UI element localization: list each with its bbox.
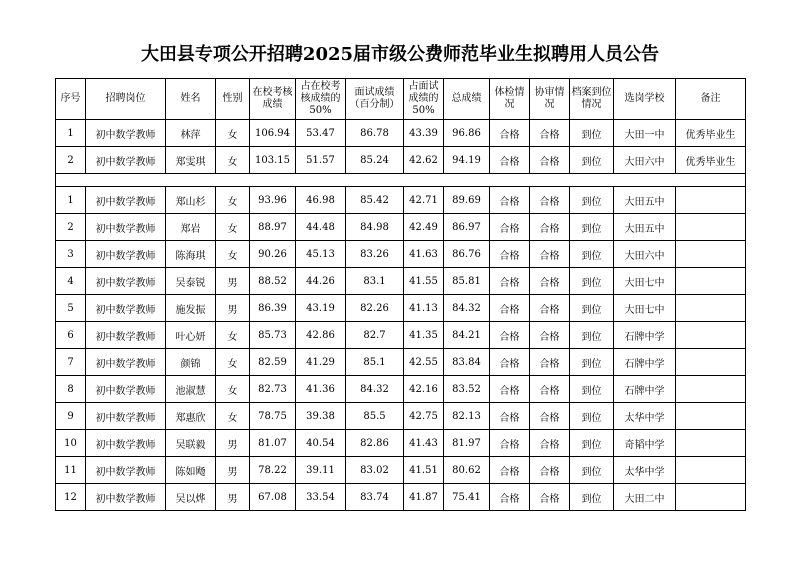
table-cell: 89.69 [444, 187, 490, 214]
table-cell: 到位 [570, 322, 614, 349]
table-cell: 82.7 [346, 322, 404, 349]
table-cell: 合格 [530, 484, 570, 511]
table-cell: 83.26 [346, 241, 404, 268]
table-cell [676, 295, 746, 322]
table-cell: 41.13 [404, 295, 444, 322]
table-cell: 42.75 [404, 403, 444, 430]
table-cell: 合格 [530, 214, 570, 241]
column-header: 在校考核成绩 [250, 79, 296, 120]
table-cell: 合格 [530, 147, 570, 174]
table-cell: 大田七中 [614, 295, 676, 322]
table-cell: 43.19 [296, 295, 346, 322]
table-cell: 84.32 [346, 376, 404, 403]
table-cell: 42.86 [296, 322, 346, 349]
table-cell [676, 241, 746, 268]
table-cell: 石牌中学 [614, 376, 676, 403]
table-cell: 82.59 [250, 349, 296, 376]
column-header: 面试成绩（百分制） [346, 79, 404, 120]
table-cell: 大田六中 [614, 147, 676, 174]
table-cell: 75.41 [444, 484, 490, 511]
table-cell: 吴以烨 [166, 484, 216, 511]
separator-cell [404, 174, 444, 187]
table-row [56, 187, 746, 214]
table-cell: 大田六中 [614, 241, 676, 268]
table-cell: 82.26 [346, 295, 404, 322]
table-cell: 太华中学 [614, 403, 676, 430]
table-row [56, 120, 746, 147]
table-cell: 42.71 [404, 187, 444, 214]
table-cell: 10 [56, 430, 86, 457]
table-cell: 林萍 [166, 120, 216, 147]
table-cell: 到位 [570, 187, 614, 214]
table-cell: 男 [216, 295, 250, 322]
table-cell: 84.32 [444, 295, 490, 322]
table-cell: 太华中学 [614, 457, 676, 484]
column-header: 总成绩 [444, 79, 490, 120]
table-cell: 88.52 [250, 268, 296, 295]
table-cell: 到位 [570, 120, 614, 147]
column-header: 招聘岗位 [86, 79, 166, 120]
table-cell: 78.22 [250, 457, 296, 484]
table-cell: 大田七中 [614, 268, 676, 295]
table-cell: 85.1 [346, 349, 404, 376]
table-cell: 合格 [530, 430, 570, 457]
table-cell: 奇韬中学 [614, 430, 676, 457]
table-row [56, 241, 746, 268]
table-cell: 郑岩 [166, 214, 216, 241]
table-cell: 41.63 [404, 241, 444, 268]
table-cell: 合格 [490, 376, 530, 403]
table-row [56, 457, 746, 484]
table-cell [676, 430, 746, 457]
table-cell: 吴泰锐 [166, 268, 216, 295]
table-cell: 合格 [490, 484, 530, 511]
table-cell: 88.97 [250, 214, 296, 241]
table-cell: 合格 [490, 403, 530, 430]
page-title: 大田县专项公开招聘2025届市级公费师范毕业生拟聘用人员公告 [140, 44, 660, 65]
table-cell: 83.52 [444, 376, 490, 403]
table-cell: 郑惠欣 [166, 403, 216, 430]
table-cell: 42.16 [404, 376, 444, 403]
separator-row [56, 174, 746, 187]
table-cell: 12 [56, 484, 86, 511]
table-cell: 施发振 [166, 295, 216, 322]
table-cell: 合格 [530, 457, 570, 484]
table-cell: 大田一中 [614, 120, 676, 147]
table-cell: 男 [216, 268, 250, 295]
table-cell: 103.15 [250, 147, 296, 174]
table-cell: 池淑慧 [166, 376, 216, 403]
table-cell: 郑山杉 [166, 187, 216, 214]
table-cell: 女 [216, 241, 250, 268]
table-cell: 合格 [490, 147, 530, 174]
table-cell: 83.84 [444, 349, 490, 376]
table-cell: 初中数学教师 [86, 268, 166, 295]
table-row [56, 295, 746, 322]
table-cell: 96.86 [444, 120, 490, 147]
separator-cell [530, 174, 570, 187]
table-cell: 2 [56, 147, 86, 174]
table-cell: 合格 [490, 120, 530, 147]
separator-cell [250, 174, 296, 187]
table-cell [676, 268, 746, 295]
table-cell: 81.07 [250, 430, 296, 457]
table-cell: 合格 [490, 241, 530, 268]
table-cell: 到位 [570, 484, 614, 511]
table-cell: 44.48 [296, 214, 346, 241]
table-cell: 9 [56, 403, 86, 430]
table-cell: 80.62 [444, 457, 490, 484]
table-row [56, 214, 746, 241]
table-cell: 合格 [530, 295, 570, 322]
table-cell: 到位 [570, 214, 614, 241]
separator-cell [86, 174, 166, 187]
table-cell: 女 [216, 214, 250, 241]
table-cell: 男 [216, 484, 250, 511]
table-cell: 合格 [490, 457, 530, 484]
table-cell [676, 349, 746, 376]
table-cell: 女 [216, 322, 250, 349]
table-cell: 合格 [490, 430, 530, 457]
table-cell: 6 [56, 322, 86, 349]
table-cell: 86.76 [444, 241, 490, 268]
table-cell: 2 [56, 214, 86, 241]
column-header: 体检情况 [490, 79, 530, 120]
table-cell: 41.36 [296, 376, 346, 403]
table-cell: 郑雯琪 [166, 147, 216, 174]
table-cell: 合格 [490, 268, 530, 295]
column-header: 备注 [676, 79, 746, 120]
table-cell: 大田五中 [614, 187, 676, 214]
table-cell: 86.78 [346, 120, 404, 147]
table-cell: 到位 [570, 376, 614, 403]
table-cell: 初中数学教师 [86, 376, 166, 403]
table-cell: 初中数学教师 [86, 403, 166, 430]
table-cell: 合格 [490, 295, 530, 322]
table-cell: 86.97 [444, 214, 490, 241]
table-row [56, 147, 746, 174]
table-cell: 85.42 [346, 187, 404, 214]
table-row [56, 376, 746, 403]
separator-cell [490, 174, 530, 187]
table-cell [676, 322, 746, 349]
table-cell: 男 [216, 430, 250, 457]
column-header: 协审情况 [530, 79, 570, 120]
table-cell: 陈海琪 [166, 241, 216, 268]
table-cell: 85.73 [250, 322, 296, 349]
table-cell: 到位 [570, 457, 614, 484]
table-cell: 3 [56, 241, 86, 268]
column-header: 姓名 [166, 79, 216, 120]
table-cell: 83.74 [346, 484, 404, 511]
table-cell: 41.43 [404, 430, 444, 457]
table-cell: 优秀毕业生 [676, 120, 746, 147]
table-cell: 初中数学教师 [86, 120, 166, 147]
column-header: 选岗学校 [614, 79, 676, 120]
column-header: 序号 [56, 79, 86, 120]
table-cell: 合格 [530, 403, 570, 430]
table-cell: 大田二中 [614, 484, 676, 511]
table-cell: 初中数学教师 [86, 241, 166, 268]
table-cell: 45.13 [296, 241, 346, 268]
table-cell [676, 403, 746, 430]
table-cell: 40.54 [296, 430, 346, 457]
table-row [56, 349, 746, 376]
table-cell: 42.49 [404, 214, 444, 241]
table-cell: 到位 [570, 295, 614, 322]
table-cell [676, 457, 746, 484]
table-cell: 43.39 [404, 120, 444, 147]
column-header: 占在校考核成绩的50% [296, 79, 346, 120]
table-cell: 颜锦 [166, 349, 216, 376]
table-cell: 78.75 [250, 403, 296, 430]
header-row [56, 79, 746, 120]
table-cell: 8 [56, 376, 86, 403]
table-cell: 82.73 [250, 376, 296, 403]
table-cell: 到位 [570, 147, 614, 174]
table-cell: 42.62 [404, 147, 444, 174]
separator-cell [444, 174, 490, 187]
table-cell: 39.11 [296, 457, 346, 484]
table-cell: 初中数学教师 [86, 187, 166, 214]
table-cell: 合格 [530, 241, 570, 268]
table-cell: 合格 [490, 214, 530, 241]
table-cell: 优秀毕业生 [676, 147, 746, 174]
table-cell: 84.98 [346, 214, 404, 241]
table-cell: 女 [216, 376, 250, 403]
separator-cell [56, 174, 86, 187]
table-cell: 7 [56, 349, 86, 376]
table-cell: 41.87 [404, 484, 444, 511]
table-cell: 初中数学教师 [86, 349, 166, 376]
table-cell: 46.98 [296, 187, 346, 214]
table-cell: 83.1 [346, 268, 404, 295]
table-cell: 39.38 [296, 403, 346, 430]
table-cell: 初中数学教师 [86, 295, 166, 322]
table-cell: 1 [56, 187, 86, 214]
table-cell: 女 [216, 403, 250, 430]
table-cell: 吴联毅 [166, 430, 216, 457]
table-cell: 到位 [570, 430, 614, 457]
table-cell: 33.54 [296, 484, 346, 511]
table-cell: 11 [56, 457, 86, 484]
table-cell: 5 [56, 295, 86, 322]
table-cell: 女 [216, 349, 250, 376]
table-cell: 51.57 [296, 147, 346, 174]
column-header: 档案到位情况 [570, 79, 614, 120]
table-cell: 合格 [530, 268, 570, 295]
table-cell: 合格 [490, 187, 530, 214]
table-cell: 石牌中学 [614, 349, 676, 376]
table-row [56, 268, 746, 295]
table-cell: 初中数学教师 [86, 214, 166, 241]
separator-cell [570, 174, 614, 187]
table-cell: 合格 [530, 349, 570, 376]
recruitment-table [55, 78, 746, 511]
table-cell: 67.08 [250, 484, 296, 511]
table-row [56, 484, 746, 511]
table-cell [676, 376, 746, 403]
table-row [56, 430, 746, 457]
column-header: 占面试成绩的50% [404, 79, 444, 120]
table-cell: 男 [216, 457, 250, 484]
table-cell: 女 [216, 147, 250, 174]
table-cell [676, 484, 746, 511]
table-cell: 合格 [530, 322, 570, 349]
table-cell: 到位 [570, 241, 614, 268]
table-cell: 85.24 [346, 147, 404, 174]
table-cell: 82.13 [444, 403, 490, 430]
table-cell: 90.26 [250, 241, 296, 268]
table-cell: 82.86 [346, 430, 404, 457]
table-cell: 初中数学教师 [86, 430, 166, 457]
table-cell: 大田五中 [614, 214, 676, 241]
table-cell: 合格 [530, 120, 570, 147]
table-cell: 初中数学教师 [86, 147, 166, 174]
table-cell: 83.02 [346, 457, 404, 484]
column-header: 性别 [216, 79, 250, 120]
separator-cell [346, 174, 404, 187]
separator-cell [216, 174, 250, 187]
table-cell: 女 [216, 120, 250, 147]
table-cell: 4 [56, 268, 86, 295]
table-cell: 陈如飏 [166, 457, 216, 484]
separator-cell [614, 174, 676, 187]
table-cell: 53.47 [296, 120, 346, 147]
table-cell: 合格 [490, 349, 530, 376]
table-cell: 叶心妍 [166, 322, 216, 349]
table-cell: 41.35 [404, 322, 444, 349]
table-cell: 初中数学教师 [86, 457, 166, 484]
table-cell: 到位 [570, 268, 614, 295]
table-cell: 85.5 [346, 403, 404, 430]
table-cell: 到位 [570, 403, 614, 430]
table-cell: 1 [56, 120, 86, 147]
table-cell: 41.51 [404, 457, 444, 484]
table-row [56, 322, 746, 349]
table-cell: 石牌中学 [614, 322, 676, 349]
table-cell: 94.19 [444, 147, 490, 174]
table-cell: 到位 [570, 349, 614, 376]
table-cell: 84.21 [444, 322, 490, 349]
table-cell [676, 187, 746, 214]
table-cell: 合格 [490, 322, 530, 349]
table-cell: 86.39 [250, 295, 296, 322]
table-cell: 41.29 [296, 349, 346, 376]
table-cell: 85.81 [444, 268, 490, 295]
table-cell [676, 214, 746, 241]
separator-cell [296, 174, 346, 187]
table-cell: 初中数学教师 [86, 484, 166, 511]
table-cell: 44.26 [296, 268, 346, 295]
table-cell: 41.55 [404, 268, 444, 295]
table-cell: 初中数学教师 [86, 322, 166, 349]
table-cell: 42.55 [404, 349, 444, 376]
table-cell: 81.97 [444, 430, 490, 457]
table-cell: 93.96 [250, 187, 296, 214]
separator-cell [166, 174, 216, 187]
table-cell: 106.94 [250, 120, 296, 147]
table-row [56, 403, 746, 430]
table-cell: 合格 [530, 376, 570, 403]
table-cell: 女 [216, 187, 250, 214]
separator-cell [676, 174, 746, 187]
table-cell: 合格 [530, 187, 570, 214]
